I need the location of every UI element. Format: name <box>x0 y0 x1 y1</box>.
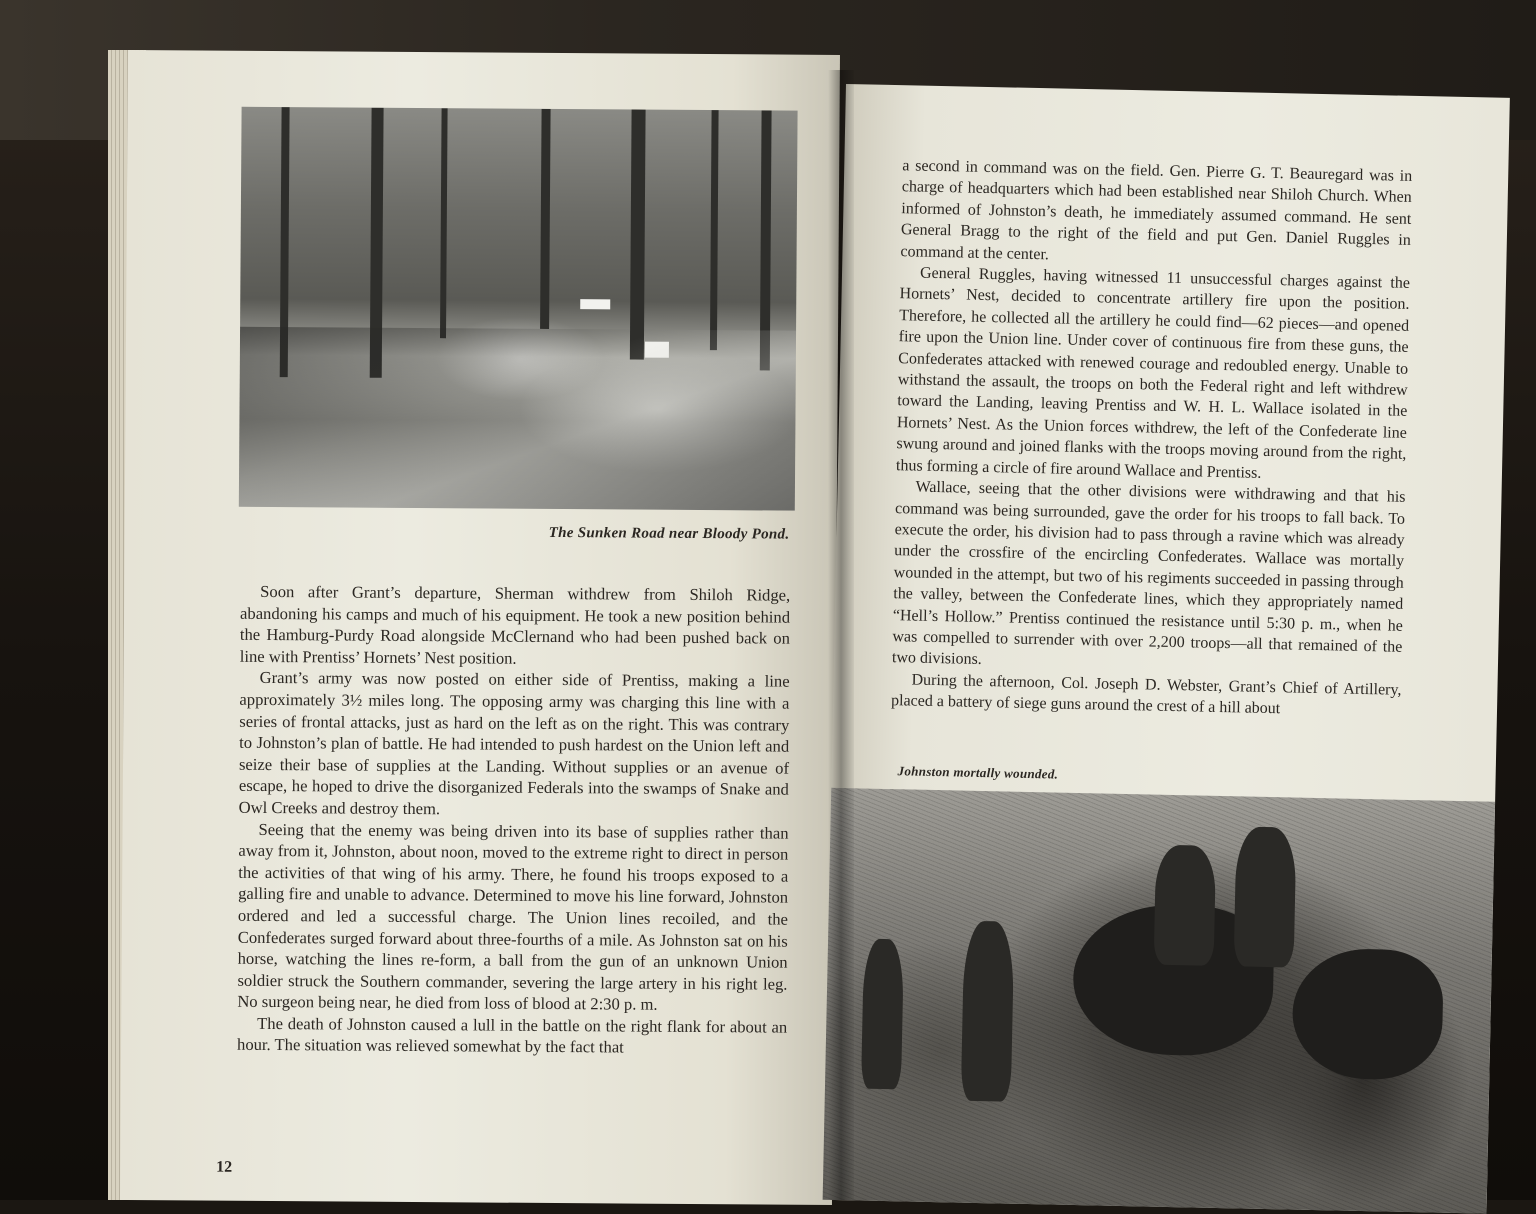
johnston-engraving <box>823 788 1495 1214</box>
paragraph: The death of Johnston caused a lull in the battle on the right flank for about an hour. The situation was relieved somewhat by the fact that <box>236 1013 788 1057</box>
illustration-caption: Johnston mortally wounded. <box>897 763 1059 782</box>
engraving-soldier <box>961 921 1015 1102</box>
paragraph: Seeing that the enemy was being driven into its base of supplies rather than away from it, Johnston, about noon, moved to the extreme right to direct in person the activities of that wing of his army. There, he found his troops exposed to a galling fire and unable to advance. Determined to move his line forward, Johnston ordered and led a successful charge. The Union lines recoiled, and the Confederates surged forward about three-fourths of a mile. As Johnston sat on his horse, watching the lines re-form, a ball from the gun of an unknown Union soldier struck the Southern commander, severing the large artery in his right leg. No surgeon being near, he died from loss of blood at 2:30 p. m. <box>237 819 789 1015</box>
photo-tree <box>540 109 551 329</box>
book-gutter <box>828 70 854 1200</box>
left-page <box>120 50 840 1205</box>
paragraph: Wallace, seeing that the other divisions were withdrawing and that his command was being surrounded, gave the order for his troops to fall back. To execute the order, his division had to pass through a ravine which was already under the crossfire of the encircling Confederates. Wallace was mortally wounded in the attempt, but two of his regiments succeeded in passing through the valley, between the Confederate lines, which they appropriately named “Hell’s Hollow.” Prentiss continued the resistance until 5:30 p. m., when he was compelled to surrender with over 2,200 troops—all that remained of the two divisions. <box>891 478 1406 669</box>
photo-tree <box>710 110 719 350</box>
paragraph: Soon after Grant’s departure, Sherman withdrew from Shiloh Ridge, abandoning his camps and much of his equipment. He took a new position behind the Hamburg-Purdy Road alongside McClernand who had been pushed back on line with Prentiss’ Hornets’ Nest position. <box>239 581 791 668</box>
page-number: 12 <box>216 1158 233 1176</box>
right-body-text <box>891 155 1413 722</box>
engraving-soldier <box>861 939 904 1090</box>
engraving-rider <box>1154 845 1216 966</box>
photo-tree <box>630 110 646 360</box>
paragraph: Grant’s army was now posted on either side of Prentiss, making a line approximately 3½ miles long. The opposing army was charging this line with a series of frontal attacks, just as hard on the left as on the right. This was contrary to Johnston’s plan of battle. He had intended to push hardest on the Union left and seize their base of supplies at the Landing. Without supplies or an avenue of escape, he hoped to drive the disorganized Federals into the swamps of Snake and Owl Creeks and destroy them. <box>238 668 790 819</box>
paragraph: a second in command was on the field. Gen. Pierre G. T. Beauregard was in charge of headquarters which had been established near Shiloh Church. When informed of Johnston’s death, he immediately assumed command. He sent General Bragg to the right of the field and put Gen. Daniel Ruggles in command at the center. <box>900 157 1413 263</box>
paragraph: General Ruggles, having witnessed 11 unsuccessful charges against the Hornets’ Nest, decided to concentrate artillery fire upon the position. Therefore, he collected all the artillery he could find—62 pieces—and opened fire upon the Union line. Under cover of continuous fire from these guns, the Confederates attacked with renewed courage and redoubled energy. Unable to withstand the assault, the troops on both the Federal right and left withdrew toward the Landing, leaving Prentiss and W. H. L. Wallace isolated in the Hornets’ Nest. As the Union forces withdrew, the left of the Confederate line swung around and joined flanks with the troops moving around from the right, thus forming a circle of fire around Wallace and Prentiss. <box>895 264 1411 482</box>
right-page <box>823 84 1510 1214</box>
engraving-rider <box>1234 826 1297 967</box>
sunken-road-photo <box>239 107 798 511</box>
engraving-horse <box>1291 948 1444 1081</box>
photo-road <box>239 327 796 511</box>
left-body-text <box>237 581 790 1060</box>
paragraph: During the afternoon, Col. Joseph D. Webster, Grant’s Chief of Artillery, placed a battery of siege guns around the crest of a hill about <box>890 671 1402 718</box>
photo-sign <box>580 299 610 309</box>
photo-caption: The Sunken Road near Bloody Pond. <box>548 524 790 543</box>
photo-tree <box>440 108 448 338</box>
